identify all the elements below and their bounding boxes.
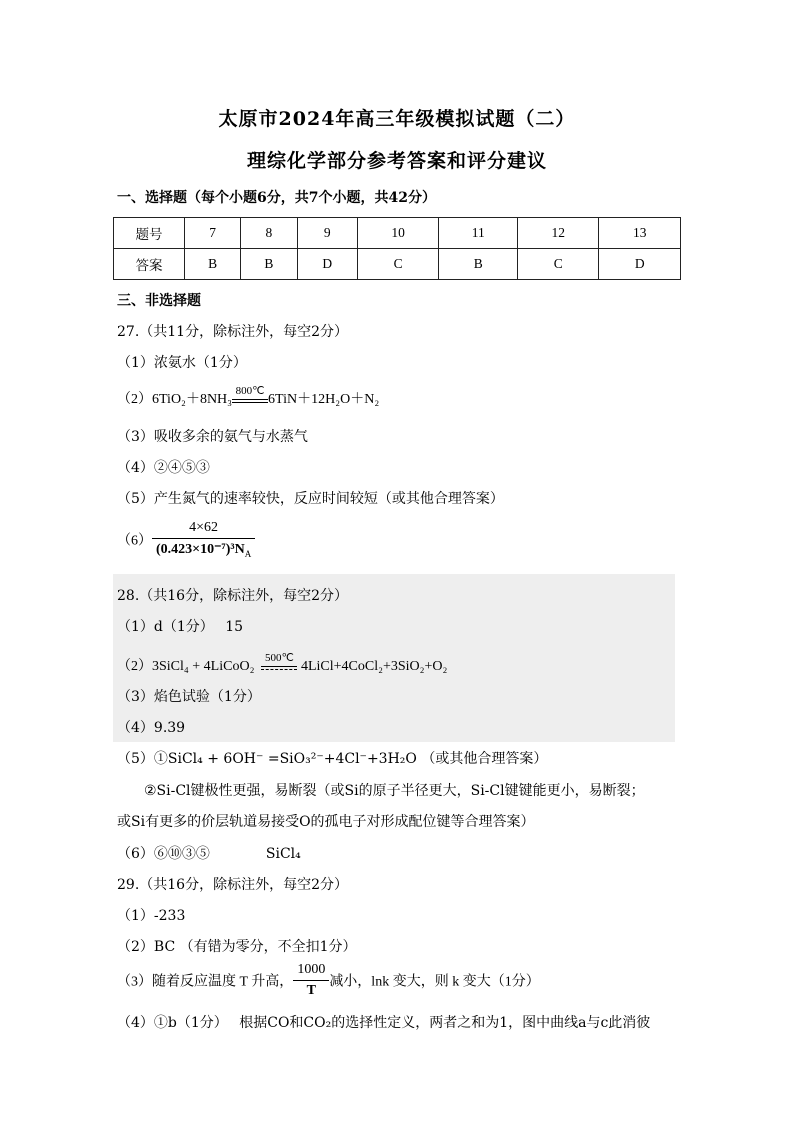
table-cell: 9 — [297, 218, 357, 249]
table-cell: 10 — [357, 218, 438, 249]
q28-equation-arrow — [261, 651, 297, 670]
q27-fraction-denominator — [152, 538, 255, 559]
q27-answer-2 — [117, 384, 380, 408]
q28-equation-rhs: 4LiCl+4CoCl₂+3SiO₂+O₂ — [300, 659, 448, 674]
q27-header: 27.（共11分，除标注外，每空2分） — [117, 324, 348, 340]
q27-equation-lhs: 6TiO₂＋8NH₃ — [152, 392, 233, 407]
section-choice-heading: 一、选择题（每个小题6分，共7个小题，共42分） — [117, 190, 436, 206]
table-row — [114, 249, 681, 280]
q27-answer-1: （1）浓氨水（1分） — [117, 355, 247, 371]
table-cell: 11 — [439, 218, 518, 249]
q27-answer-5: （5）产生氮气的速率较快，反应时间较短（或其他合理答案） — [117, 491, 504, 507]
q29-answer-2: （2）BC （有错为零分，不全扣1分） — [117, 939, 357, 955]
q29-fraction — [293, 962, 329, 999]
q28-answer-5: （5）①SiCl₄ + 6OH⁻ =SiO₃²⁻+4Cl⁻+3H₂O （或其他合理答案） — [117, 751, 548, 767]
q28-answer-5-explanation: ②Si-Cl键极性更强，易断裂（或Si的原子半径更大，Si-Cl键键能更小，易断裂； — [144, 783, 645, 799]
section-nonchoice-heading: 三、非选择题 — [117, 293, 201, 309]
page-subtitle: 理综化学部分参考答案和评分建议 — [246, 150, 547, 172]
table-cell: B — [241, 249, 297, 280]
page-title: 太原市2024年高三年级模拟试题（二） — [218, 108, 576, 130]
q29-answer-3-pre: （3）随着反应温度 T 升高， — [117, 974, 294, 990]
q27-answer-6 — [117, 520, 255, 559]
q27-denominator-subscript: A — [244, 548, 252, 559]
q28-answer-6: （6）⑥⑩③⑤ SiCl₄ — [117, 846, 301, 862]
q29-answer-3-post: 减小，lnk 变大，则 k 变大（1分） — [329, 974, 540, 990]
q29-header: 29.（共16分，除标注外，每空2分） — [117, 877, 348, 893]
table-header-cell: 题号 — [114, 218, 185, 249]
q29-fraction-numerator: 1000 — [297, 962, 326, 977]
q29-answer-3 — [117, 962, 540, 999]
q27-equation-rhs: 6TiN＋12H₂O＋N₂ — [268, 392, 380, 407]
q28-answer-2 — [117, 651, 448, 675]
q29-answer-4: （4）①b（1分） 根据CO和CO₂的选择性定义，两者之和为1，图中曲线a与c此消彼 — [117, 1015, 651, 1031]
table-cell: 7 — [185, 218, 241, 249]
q27-answer-6-label: （6） — [117, 533, 152, 549]
q27-answer-2-label: （2） — [117, 392, 152, 407]
q28-answer-2-label: （2） — [117, 659, 152, 674]
table-cell: 8 — [241, 218, 297, 249]
q27-equation-condition: 800℃ — [235, 384, 265, 397]
q27-denominator-text: (0.423×10⁻⁷)³N — [156, 542, 245, 557]
q27-equation-arrow — [232, 384, 268, 403]
table-row — [114, 218, 681, 249]
q29-answer-1: （1）-233 — [117, 908, 186, 924]
q27-answer-3: （3）吸收多余的氨气与水蒸气 — [117, 429, 308, 445]
table-cell: C — [357, 249, 438, 280]
table-cell: D — [297, 249, 357, 280]
table-header-cell: 答案 — [114, 249, 185, 280]
table-cell: B — [439, 249, 518, 280]
q28-equation-lhs: 3SiCl₄ + 4LiCoO₂ — [152, 659, 255, 674]
table-cell: D — [599, 249, 681, 280]
table-cell: B — [185, 249, 241, 280]
q28-answer-4: （4）9.39 — [117, 720, 186, 736]
q28-answer-5-explanation-cont: 或Si有更多的价层轨道易接受O的孤电子对形成配位键等合理答案） — [117, 814, 535, 830]
q27-answer-4: （4）②④⑤③ — [117, 460, 210, 476]
table-cell: C — [518, 249, 599, 280]
q28-answer-3: （3）焰色试验（1分） — [117, 689, 261, 705]
q27-fraction-numerator: 4×62 — [189, 520, 219, 535]
table-cell: 13 — [599, 218, 681, 249]
q27-fraction — [152, 520, 255, 559]
q28-header: 28.（共16分，除标注外，每空2分） — [117, 588, 348, 604]
table-cell: 12 — [518, 218, 599, 249]
q29-fraction-denominator: T — [293, 980, 329, 999]
answer-table — [113, 217, 681, 280]
q28-equation-condition: 500℃ — [265, 651, 294, 664]
q28-answer-1: （1）d（1分） 15 — [117, 619, 244, 635]
